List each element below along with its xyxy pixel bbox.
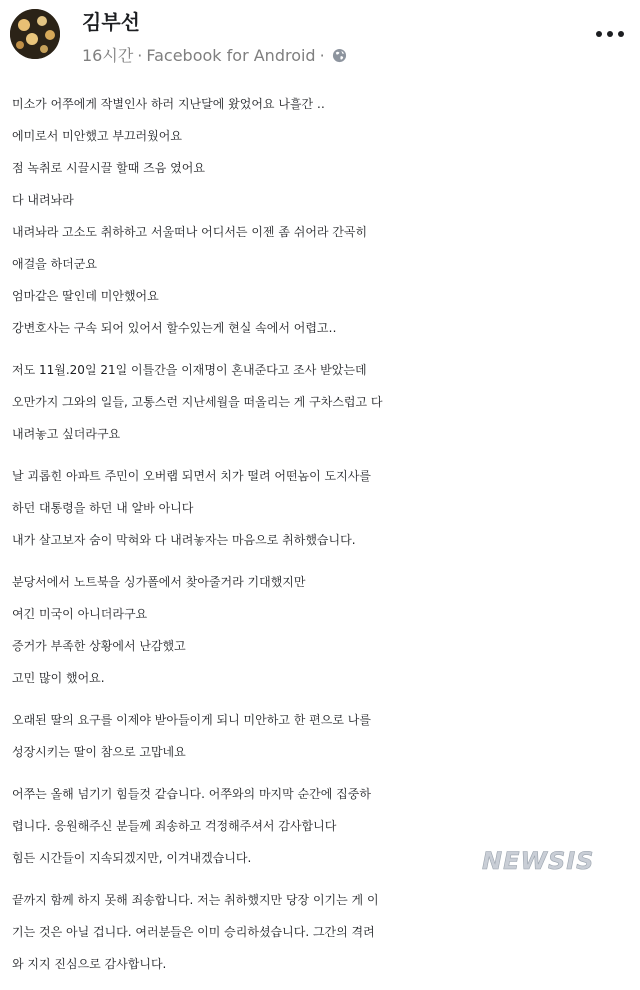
post-text-line: 내려놔라 고소도 취하하고 서울떠나 어디서든 이젠 좀 쉬어라 간곡히	[12, 225, 368, 239]
post-text-line: 어쭈는 올해 넘기기 힘들것 같습니다. 어쭈와의 마지막 순간에 집중하	[12, 787, 371, 801]
post-header	[0, 0, 640, 80]
post-time[interactable]: 16시간	[82, 46, 134, 65]
post-text-line: 에미로서 미안했고 부끄러웠어요	[12, 129, 182, 143]
post-text-line: 성장시키는 딸이 참으로 고맙네요	[12, 745, 186, 759]
post-text-line: 저도 11월.20일 21일 이틀간을 이재명이 혼내준다고 조사 받았는데	[12, 363, 367, 377]
post-text-line: 애걸을 하더군요	[12, 257, 97, 271]
post-text-line: 오만가지 그와의 일들, 고통스런 지난세월을 떠올리는 게 구차스럽고 다	[12, 395, 383, 409]
post-text-line: 힘든 시간들이 지속되겠지만, 이겨내겠습니다.	[12, 851, 252, 865]
post-text-line: 증거가 부족한 상황에서 난감했고	[12, 639, 186, 653]
post-text-line: 와 지지 진심으로 감사합니다.	[12, 957, 167, 971]
author-name[interactable]: 김부선	[82, 10, 140, 34]
post-source: Facebook for Android	[146, 46, 316, 65]
more-options-icon[interactable]	[594, 26, 626, 40]
post-paragraph	[12, 354, 632, 450]
post-text-line: 분당서에서 노트북을 싱가폴에서 찾아줄거라 기대했지만	[12, 575, 306, 589]
post-text-line: 엄마같은 딸인데 미안했어요	[12, 289, 159, 303]
meta-separator: ·	[137, 46, 143, 65]
avatar[interactable]	[10, 9, 60, 59]
post-text-line: 오래된 딸의 요구를 이제야 받아들이게 되니 미안하고 한 편으로 나를	[12, 713, 371, 727]
post-text-line: 강변호사는 구속 되어 있어서 할수있는게 현실 속에서 어렵고‥	[12, 321, 337, 335]
post-text-line: 끝까지 함께 하지 못해 죄송합니다. 저는 취하했지만 당장 이기는 게 이	[12, 893, 379, 907]
post-paragraph	[12, 460, 632, 556]
post-text-line: 미소가 어쭈에게 작별인사 하러 지난달에 왔었어요 나흘간 ‥	[12, 97, 325, 111]
post-text-line: 날 괴롭힌 아파트 주민이 오버랩 되면서 치가 떨려 어떤놈이 도지사를	[12, 469, 371, 483]
post-text-line: 고민 많이 했어요.	[12, 671, 105, 685]
post-text-line: 다 내려놔라	[12, 193, 74, 207]
newsis-watermark-logo	[482, 845, 616, 875]
post-text-line: 하던 대통령을 하던 내 알바 아니다	[12, 501, 194, 515]
globe-icon	[332, 48, 347, 63]
post-text-line: 기는 것은 아닐 겁니다. 여러분들은 이미 승리하셨습니다. 그간의 격려	[12, 925, 375, 939]
post-meta	[82, 43, 347, 66]
meta-separator-2: ·	[319, 46, 325, 65]
post-paragraph	[12, 88, 632, 344]
post-text-line: 렵니다. 응원해주신 분들께 죄송하고 걱정해주셔서 감사합니다	[12, 819, 337, 833]
post-paragraph	[12, 566, 632, 694]
post-paragraph	[12, 704, 632, 768]
post-text-line: 여긴 미국이 아니더라구요	[12, 607, 148, 621]
post-text-line: 점 녹취로 시끌시끌 할때 즈음 였어요	[12, 161, 205, 175]
post-text-line: 내려놓고 싶더라구요	[12, 427, 121, 441]
post-paragraph	[12, 884, 632, 980]
post-text-line: 내가 살고보자 숨이 막혀와 다 내려놓자는 마음으로 취하했습니다.	[12, 533, 356, 547]
svg-text:NEWSIS: NEWSIS	[482, 847, 595, 875]
